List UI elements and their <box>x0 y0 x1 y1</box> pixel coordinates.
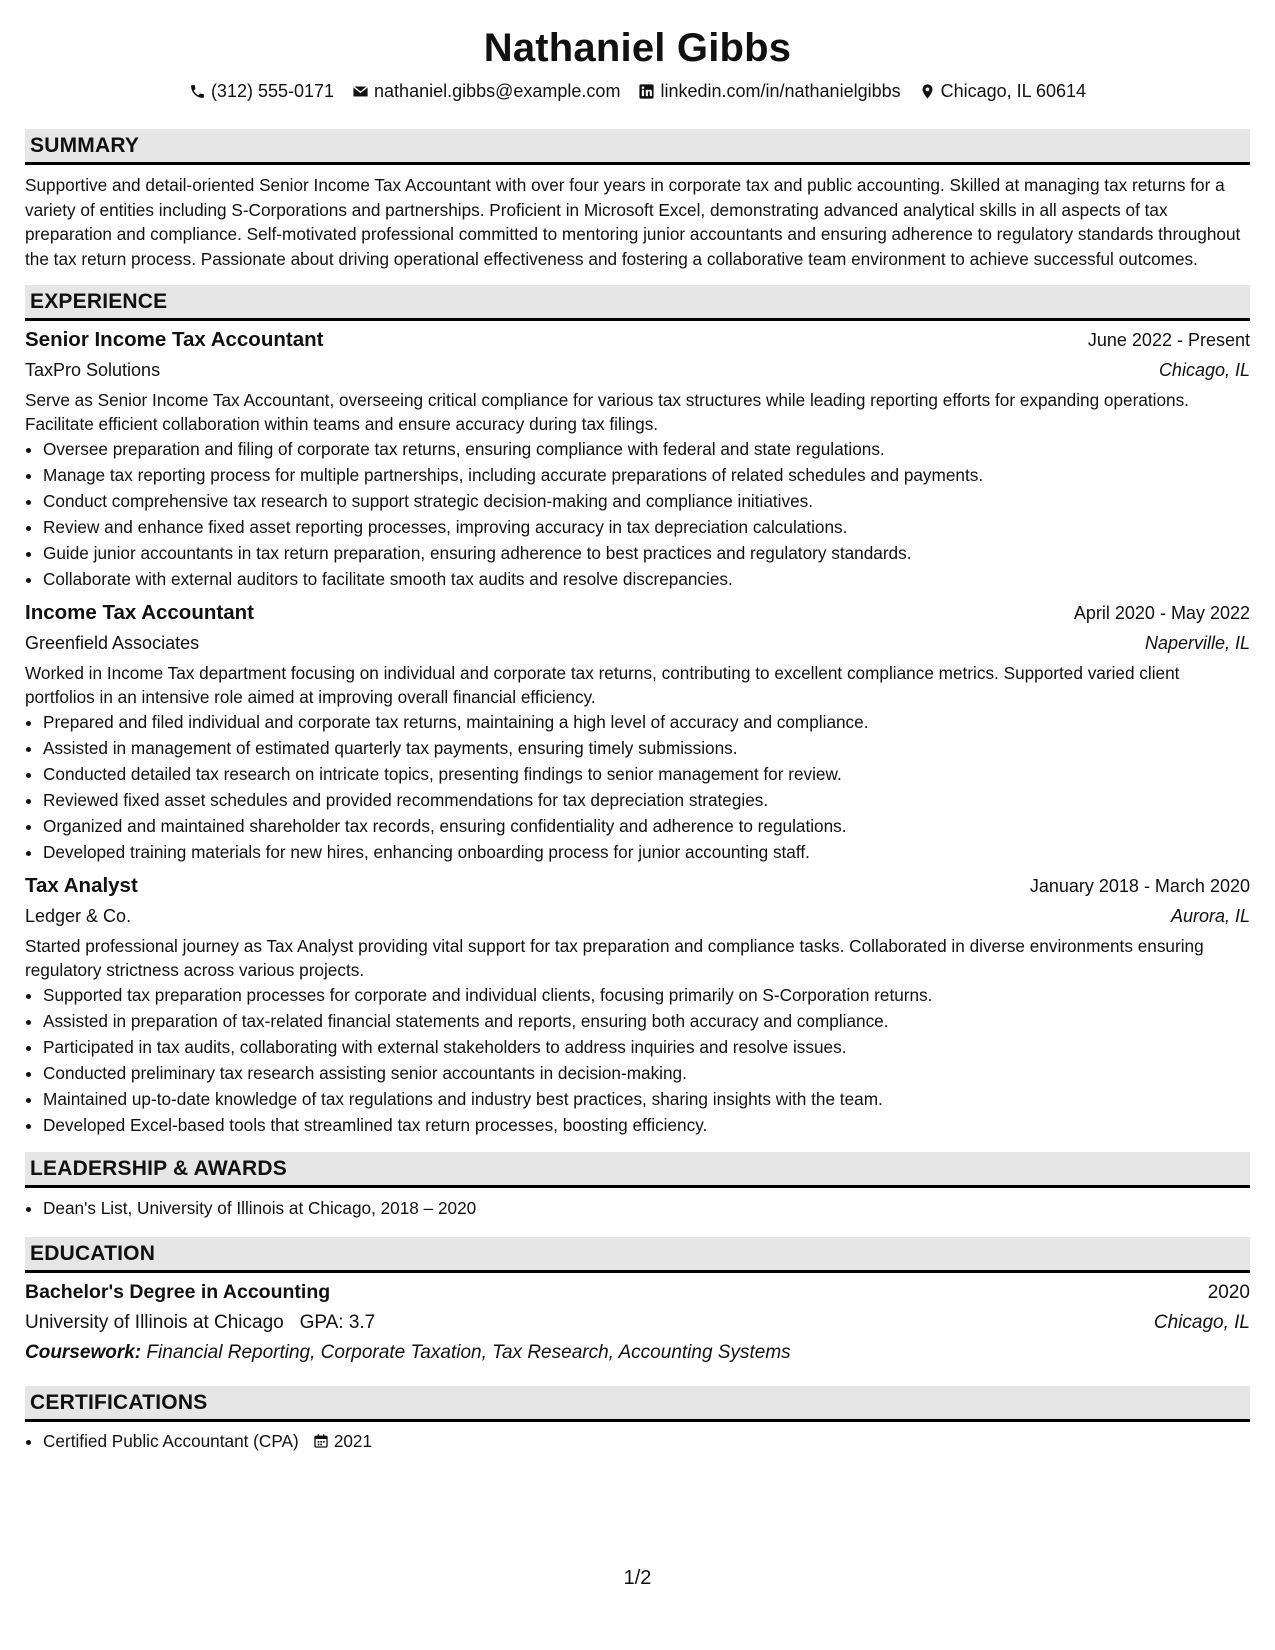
summary-heading: SUMMARY <box>30 133 140 157</box>
list-item: • Organized and maintained shareholder tax records, ensuring confidentiality and adherence to regulations. <box>43 813 1250 839</box>
contact-email <box>352 78 620 104</box>
list-item: • Prepared and filed individual and corporate tax returns, maintaining a high level of accuracy and compliance. <box>43 709 1250 735</box>
job-header <box>25 871 1250 901</box>
phone-number[interactable]: (312) 555-0171 <box>210 81 335 101</box>
certification-year: 2021 <box>333 1431 373 1452</box>
list-item <box>43 1428 1250 1454</box>
coursework-label: Coursework: <box>25 1342 142 1364</box>
list-item: • Participated in tax audits, collaborating with external stakeholders to address inquiries and resolve issues. <box>43 1034 1250 1060</box>
contact-location <box>919 78 1086 104</box>
certifications-heading: CERTIFICATIONS <box>30 1390 208 1414</box>
job-bullets <box>25 982 1250 1138</box>
location-text: Chicago, IL 60614 <box>940 81 1087 101</box>
list-item: • Conducted preliminary tax research assisting senior accountants in decision-making. <box>43 1060 1250 1086</box>
job-description: Worked in Income Tax department focusing on individual and corporate tax returns, contributing to excellent compliance metrics. Supported varied client portfolios in an intensive role aimed at improving overall financial efficiency. <box>25 663 1180 707</box>
experience-heading: EXPERIENCE <box>30 289 168 313</box>
job-description: Serve as Senior Income Tax Accountant, overseeing critical compliance for various tax structures while leading reporting efforts for expanding operations. Facilitate efficient collaboration within teams and ensure accuracy during tax filings. <box>25 390 1189 434</box>
list-item: • Developed training materials for new hires, enhancing onboarding process for junior accounting staff. <box>43 839 1250 865</box>
certifications-section <box>25 1386 1250 1454</box>
list-item: • Supported tax preparation processes for corporate and individual clients, focusing primarily on S-Corporation returns. <box>43 982 1250 1008</box>
list-item: • Developed Excel-based tools that streamlined tax return processes, boosting efficiency. <box>43 1112 1250 1138</box>
list-item: • Assisted in preparation of tax-related financial statements and reports, ensuring both accuracy and compliance. <box>43 1008 1250 1034</box>
contact-linkedin <box>638 78 900 104</box>
job-company: TaxPro Solutions <box>25 360 161 381</box>
list-item: • Reviewed fixed asset schedules and provided recommendations for tax depreciation strategies. <box>43 787 1250 813</box>
list-item: • Guide junior accountants in tax return preparation, ensuring adherence to best practices and regulatory standards. <box>43 540 1250 566</box>
job-header <box>25 325 1250 355</box>
linkedin-icon <box>638 83 655 100</box>
job-subheader <box>25 901 1250 931</box>
school-name: University of Illinois at Chicago <box>25 1312 284 1334</box>
section-heading <box>25 1152 1250 1188</box>
education-entry <box>25 1277 1250 1368</box>
job-location: Naperville, IL <box>1144 633 1250 654</box>
job-dates: April 2020 - May 2022 <box>1073 603 1250 624</box>
section-heading <box>25 1386 1250 1422</box>
job-location: Chicago, IL <box>1158 360 1250 381</box>
coursework-list: Financial Reporting, Corporate Taxation, Tax Research, Accounting Systems <box>146 1342 791 1364</box>
certification-list <box>25 1428 1250 1454</box>
education-subheader <box>25 1308 1250 1338</box>
summary-section <box>25 129 1250 271</box>
list-item: • Review and enhance fixed asset reporting processes, improving accuracy in tax depreciation calculations. <box>43 514 1250 540</box>
list-item: • Maintained up-to-date knowledge of tax regulations and industry best practices, sharing insights with the team. <box>43 1086 1250 1112</box>
list-item: • Conducted detailed tax research on intricate topics, presenting findings to senior management for review. <box>43 761 1250 787</box>
job-dates: June 2022 - Present <box>1087 330 1250 351</box>
section-heading <box>25 285 1250 321</box>
leadership-heading: LEADERSHIP & AWARDS <box>30 1156 287 1180</box>
list-item: • Assisted in management of estimated quarterly tax payments, ensuring timely submissions. <box>43 735 1250 761</box>
resume-content <box>25 18 1250 1454</box>
job-entry <box>25 325 1250 592</box>
job-description: Started professional journey as Tax Analyst providing vital support for tax preparation and compliance tasks. Collaborated in diverse environments ensuring regulatory strictness across various projects. <box>25 936 1204 980</box>
school-location: Chicago, IL <box>1153 1312 1250 1334</box>
map-pin-icon <box>919 83 936 100</box>
contact-bar <box>25 78 1250 104</box>
job-header <box>25 598 1250 628</box>
graduation-year: 2020 <box>1207 1282 1250 1304</box>
education-heading: EDUCATION <box>30 1241 156 1265</box>
envelope-icon <box>352 83 369 100</box>
job-bullets <box>25 709 1250 865</box>
page-number: 1/2 <box>623 1567 652 1589</box>
job-title: Income Tax Accountant <box>25 601 254 625</box>
linkedin-url[interactable]: linkedin.com/in/nathanielgibbs <box>660 81 901 101</box>
degree-title: Bachelor's Degree in Accounting <box>25 1281 331 1304</box>
certification-name: Certified Public Accountant (CPA) <box>43 1431 299 1452</box>
list-item: • Collaborate with external auditors to facilitate smooth tax audits and resolve discrepancies. <box>43 566 1250 592</box>
section-heading <box>25 1237 1250 1273</box>
contact-phone <box>189 78 334 104</box>
job-title: Tax Analyst <box>25 874 138 898</box>
leadership-section <box>25 1152 1250 1221</box>
job-subheader <box>25 355 1250 385</box>
section-heading <box>25 129 1250 165</box>
candidate-name: Nathaniel Gibbs <box>483 26 792 70</box>
job-subheader <box>25 628 1250 658</box>
calendar-icon <box>313 1431 329 1451</box>
job-company: Greenfield Associates <box>25 633 200 654</box>
list-item: • Manage tax reporting process for multiple partnerships, including accurate preparations of related schedules and payments. <box>43 462 1250 488</box>
job-title: Senior Income Tax Accountant <box>25 328 324 352</box>
gpa: GPA: 3.7 <box>299 1312 376 1334</box>
job-bullets <box>25 436 1250 592</box>
list-item: • Conduct comprehensive tax research to support strategic decision-making and compliance initiatives. <box>43 488 1250 514</box>
job-location: Aurora, IL <box>1170 906 1250 927</box>
education-header <box>25 1277 1250 1308</box>
list-item: • Oversee preparation and filing of corporate tax returns, ensuring compliance with federal and state regulations. <box>43 436 1250 462</box>
job-dates: January 2018 - March 2020 <box>1029 876 1250 897</box>
email-address[interactable]: nathaniel.gibbs@example.com <box>374 81 621 101</box>
education-section <box>25 1237 1250 1368</box>
job-company: Ledger & Co. <box>25 906 132 927</box>
coursework-line <box>25 1338 1250 1368</box>
job-entry <box>25 598 1250 865</box>
school-info <box>25 1308 375 1338</box>
phone-icon <box>189 83 206 100</box>
award-list <box>25 1195 1250 1221</box>
experience-section <box>25 285 1250 1138</box>
list-item: • Dean's List, University of Illinois at Chicago, 2018 – 2020 <box>43 1195 1250 1221</box>
job-entry <box>25 871 1250 1138</box>
summary-text: Supportive and detail-oriented Senior Income Tax Accountant with over four years in corporate tax and public accounting. Skilled at managing tax returns for a variety of entities including S-Corporations and partnerships. Proficient in Microsoft Excel, demonstrating advanced analytical skills in all aspects of tax preparation and compliance. Self-motivated professional committed to mentoring junior accountants and ensuring adherence to regulatory standards throughout the tax return process. Passionate about driving operational effectiveness and fostering a collaborative team environment to achieve successful outcomes. <box>25 175 1241 269</box>
